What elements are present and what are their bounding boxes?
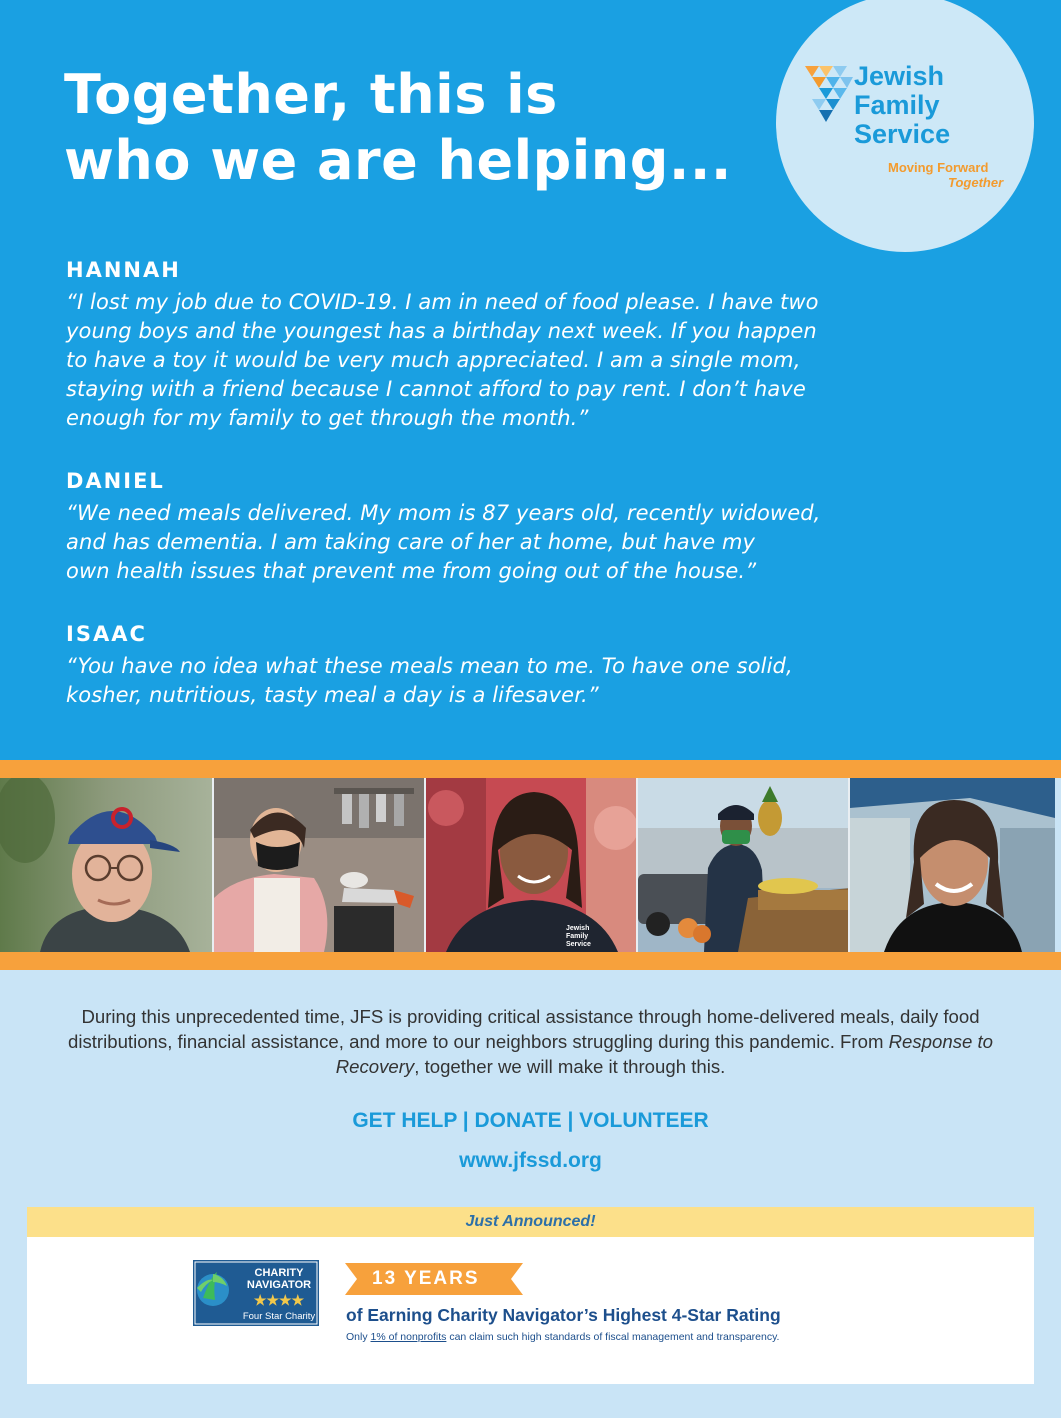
nonprofits-link[interactable]: 1% of nonprofits — [370, 1331, 447, 1343]
orange-divider-top — [0, 760, 1061, 778]
mission-text-2: , together we will make it through this. — [414, 1056, 726, 1077]
shirt-logo-text-3: Service — [566, 941, 591, 948]
call-to-action: GET HELP | DONATE | VOLUNTEER — [352, 1109, 709, 1132]
photo-strip — [0, 778, 1061, 952]
kitchen-volunteer-photo — [212, 778, 424, 952]
mission-paragraph — [60, 1004, 1001, 1079]
shirt-logo-text-2: Family — [566, 933, 589, 940]
story-isaac — [66, 622, 966, 710]
headline-line-1: Together, this is — [64, 63, 558, 126]
story-quote: “I lost my job due to COVID-19. I am in need of food please. I have two young boys and the youngest has a birthday next week. If you happen to have a toy it would be very much appreciated. I am a single mom, staying with a friend because I cannot afford to pay rent. I don’t have enough for my family to get through the month.” — [66, 290, 819, 430]
website-url[interactable]: www.jfssd.org — [459, 1149, 602, 1172]
announcement-bar: Just Announced! — [27, 1207, 1034, 1237]
rating-note-prefix: Only — [346, 1331, 371, 1343]
logo-word-3: Service — [854, 119, 951, 149]
mission-italic-phrase: Response to Recovery — [335, 1031, 994, 1077]
story-name: HANNAH — [66, 258, 181, 282]
headline-line-2: who we are helping... — [64, 129, 732, 192]
logo-word-1: Jewish — [854, 61, 945, 91]
jfs-triangle-logo-icon — [805, 66, 853, 124]
orange-divider-bottom — [0, 952, 1061, 970]
story-quote: “We need meals delivered. My mom is 87 years old, recently widowed, and has dementia. I am taking care of her at home, but have my own health issues that prevent me from going out of the house.” — [66, 501, 821, 583]
mission-text-1: During this unprecedented time, JFS is providing critical assistance through home-delivered meals, daily food distributions, financial assistance, and more to our neighbors struggling during this pandemic. From — [67, 1006, 980, 1052]
older-man-cap-photo — [0, 778, 212, 952]
rating-headline: of Earning Charity Navigator’s Highest 4-Star Rating — [346, 1305, 781, 1325]
story-name: DANIEL — [66, 469, 165, 493]
story-hannah — [66, 258, 966, 433]
logo-wordmark — [854, 62, 1024, 149]
logo-tagline-2: Together — [948, 175, 1004, 190]
badge-text-four-star: Four Star Charity — [242, 1311, 316, 1322]
logo-tagline-1: Moving Forward — [888, 160, 989, 175]
badge-text-navigator: NAVIGATOR — [246, 1279, 312, 1291]
staff-member-photo — [424, 778, 636, 952]
shirt-logo-text-1: Jewish — [566, 925, 590, 932]
food-distribution-photo — [636, 778, 848, 952]
rating-note-suffix: can claim such high standards of fiscal management and transparency. — [446, 1331, 780, 1343]
headline — [64, 62, 764, 194]
story-name: ISAAC — [66, 622, 147, 646]
logo-word-2: Family — [854, 90, 940, 120]
rating-note — [346, 1331, 779, 1343]
badge-text-charity: CHARITY — [254, 1267, 304, 1279]
badge-stars: ★★★★ — [253, 1292, 305, 1308]
years-badge-text: 13 YEARS — [372, 1268, 480, 1289]
story-quote: “You have no idea what these meals mean to me. To have one solid, kosher, nutritious, tasty meal a day is a lifesaver.” — [66, 654, 793, 707]
story-daniel — [66, 469, 966, 586]
smiling-woman-photo — [848, 778, 1061, 952]
charity-navigator-badge-icon — [193, 1260, 319, 1326]
